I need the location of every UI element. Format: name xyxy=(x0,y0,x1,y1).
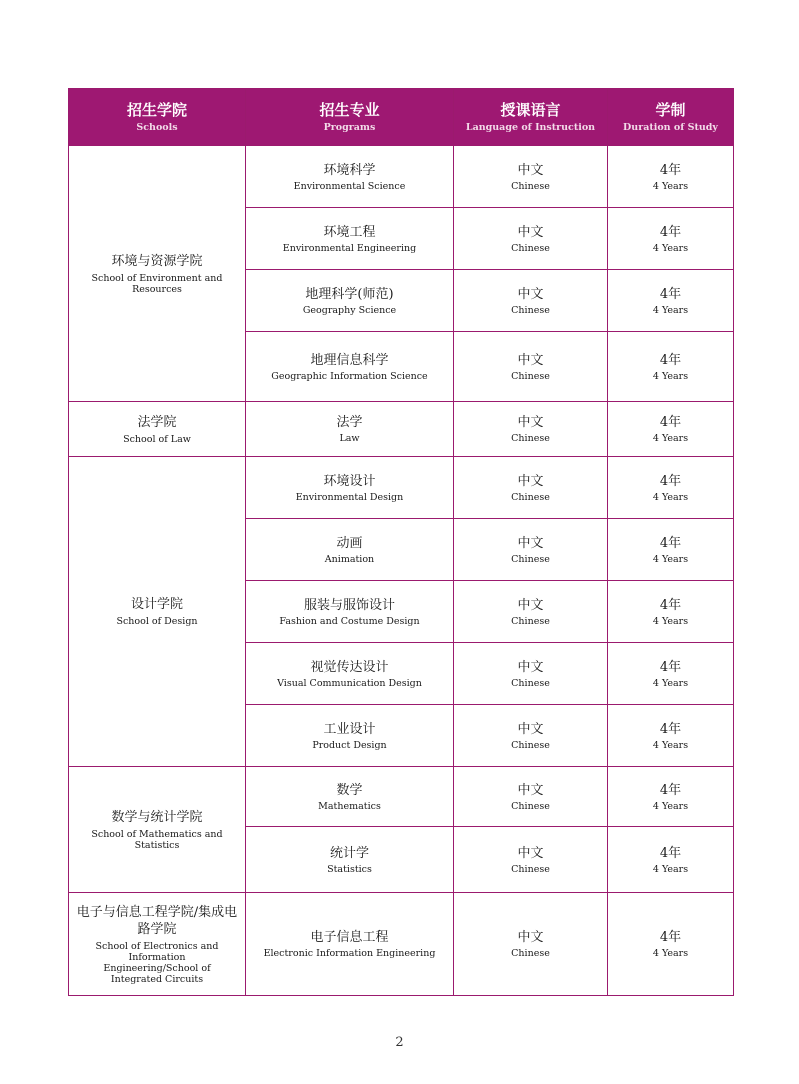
duration-cell-zh: 4年 xyxy=(659,597,682,613)
header-duration xyxy=(608,89,734,146)
duration-cell-en: 4 Years xyxy=(652,615,689,627)
duration-cell xyxy=(608,519,734,581)
program-cell xyxy=(246,581,454,643)
language-cell-en: Chinese xyxy=(511,863,550,875)
duration-cell xyxy=(608,402,734,457)
school-cell xyxy=(69,893,246,996)
program-cell-zh: 工业设计 xyxy=(323,721,376,737)
program-cell-zh: 服装与服饰设计 xyxy=(303,597,395,613)
language-cell xyxy=(454,827,608,893)
duration-cell-zh: 4年 xyxy=(659,535,682,551)
duration-cell xyxy=(608,827,734,893)
language-cell xyxy=(454,457,608,519)
duration-cell-zh: 4年 xyxy=(659,352,682,368)
language-cell-zh: 中文 xyxy=(517,352,544,368)
header-schools-zh: 招生学院 xyxy=(126,101,187,119)
program-cell-en: Fashion and Costume Design xyxy=(279,615,420,627)
header-programs-en: Programs xyxy=(323,122,376,133)
duration-cell-en: 4 Years xyxy=(652,370,689,382)
program-cell-en: Geographic Information Science xyxy=(271,370,428,382)
program-cell-zh: 动画 xyxy=(336,535,363,551)
duration-cell-zh: 4年 xyxy=(659,415,682,430)
language-cell-en: Chinese xyxy=(511,304,550,316)
header-row xyxy=(69,89,734,146)
programs-table xyxy=(68,88,734,996)
program-cell-en: Environmental Science xyxy=(293,180,406,192)
duration-cell-en: 4 Years xyxy=(652,242,689,254)
duration-cell xyxy=(608,767,734,827)
duration-cell-en: 4 Years xyxy=(652,863,689,875)
language-cell-en: Chinese xyxy=(511,553,550,565)
language-cell-zh: 中文 xyxy=(517,930,544,945)
duration-cell-zh: 4年 xyxy=(659,845,682,861)
program-cell xyxy=(246,893,454,996)
program-cell-en: Product Design xyxy=(312,739,387,751)
duration-cell-en: 4 Years xyxy=(652,491,689,503)
header-schools-en: Schools xyxy=(136,122,178,133)
language-cell-zh: 中文 xyxy=(517,782,544,798)
school-cell xyxy=(69,457,246,767)
language-cell-zh: 中文 xyxy=(517,535,544,551)
language-cell xyxy=(454,581,608,643)
program-row xyxy=(69,893,734,996)
program-cell xyxy=(246,146,454,208)
school-name-en: School of Design xyxy=(116,616,198,627)
duration-cell xyxy=(608,332,734,402)
program-cell-en: Electronic Information Engineering xyxy=(263,948,436,959)
duration-cell xyxy=(608,893,734,996)
duration-cell-zh: 4年 xyxy=(659,286,682,302)
duration-cell-zh: 4年 xyxy=(659,930,682,945)
program-cell-zh: 地理信息科学 xyxy=(310,352,389,368)
duration-cell-zh: 4年 xyxy=(659,721,682,737)
language-cell-en: Chinese xyxy=(511,800,550,812)
header-language-zh: 授课语言 xyxy=(500,101,561,119)
program-cell-zh: 环境科学 xyxy=(323,162,376,178)
school-cell xyxy=(69,146,246,402)
program-row xyxy=(69,767,734,827)
duration-cell xyxy=(608,581,734,643)
program-row xyxy=(69,146,734,208)
program-cell-zh: 地理科学(师范) xyxy=(305,286,394,302)
duration-cell-zh: 4年 xyxy=(659,782,682,798)
program-cell-zh: 法学 xyxy=(336,415,363,430)
language-cell-zh: 中文 xyxy=(517,162,544,178)
program-cell xyxy=(246,519,454,581)
program-cell xyxy=(246,270,454,332)
language-cell-zh: 中文 xyxy=(517,224,544,240)
header-duration-en: Duration of Study xyxy=(623,122,718,133)
language-cell xyxy=(454,705,608,767)
program-cell xyxy=(246,827,454,893)
duration-cell-zh: 4年 xyxy=(659,224,682,240)
header-language xyxy=(454,89,608,146)
header-schools xyxy=(69,89,246,146)
language-cell xyxy=(454,643,608,705)
header-language-en: Language of Instruction xyxy=(465,122,596,133)
language-cell xyxy=(454,893,608,996)
language-cell xyxy=(454,146,608,208)
duration-cell xyxy=(608,643,734,705)
language-cell-en: Chinese xyxy=(511,948,550,959)
program-cell-zh: 环境工程 xyxy=(323,224,376,240)
program-cell-zh: 视觉传达设计 xyxy=(310,659,389,675)
language-cell xyxy=(454,332,608,402)
school-name-en: School of Electronics and Information Engineering/School of Integrated Circuits xyxy=(95,940,219,985)
language-cell-zh: 中文 xyxy=(517,286,544,302)
program-cell xyxy=(246,705,454,767)
school-cell xyxy=(69,402,246,457)
school-cell xyxy=(69,767,246,893)
duration-cell-en: 4 Years xyxy=(652,180,689,192)
language-cell xyxy=(454,402,608,457)
program-row xyxy=(69,457,734,519)
program-cell-zh: 统计学 xyxy=(329,845,369,861)
program-cell xyxy=(246,208,454,270)
program-cell-zh: 环境设计 xyxy=(323,473,376,489)
duration-cell-en: 4 Years xyxy=(652,800,689,812)
language-cell-zh: 中文 xyxy=(517,845,544,861)
duration-cell-zh: 4年 xyxy=(659,473,682,489)
language-cell-en: Chinese xyxy=(511,739,550,751)
duration-cell xyxy=(608,146,734,208)
school-name-en: School of Mathematics and Statistics xyxy=(91,828,223,851)
language-cell xyxy=(454,208,608,270)
school-name-zh: 法学院 xyxy=(137,414,177,430)
language-cell-en: Chinese xyxy=(511,180,550,192)
program-cell-zh: 电子信息工程 xyxy=(310,930,389,945)
language-cell xyxy=(454,767,608,827)
duration-cell-zh: 4年 xyxy=(659,162,682,178)
program-cell-en: Environmental Engineering xyxy=(282,242,417,254)
program-cell-en: Law xyxy=(339,433,360,444)
language-cell xyxy=(454,270,608,332)
duration-cell xyxy=(608,705,734,767)
duration-cell xyxy=(608,270,734,332)
duration-cell xyxy=(608,457,734,519)
header-programs-zh: 招生专业 xyxy=(319,101,380,119)
program-cell xyxy=(246,457,454,519)
school-name-zh: 电子与信息工程学院/集成电路学院 xyxy=(76,904,238,937)
language-cell-en: Chinese xyxy=(511,615,550,627)
language-cell-zh: 中文 xyxy=(517,597,544,613)
program-cell-zh: 数学 xyxy=(336,782,363,798)
school-name-zh: 设计学院 xyxy=(130,597,183,612)
program-cell-en: Visual Communication Design xyxy=(277,677,422,689)
duration-cell xyxy=(608,208,734,270)
duration-cell-en: 4 Years xyxy=(652,677,689,689)
program-cell xyxy=(246,402,454,457)
school-name-en: School of Law xyxy=(123,433,191,445)
program-cell xyxy=(246,332,454,402)
language-cell-zh: 中文 xyxy=(517,659,544,675)
duration-cell-en: 4 Years xyxy=(652,304,689,316)
duration-cell-en: 4 Years xyxy=(652,433,689,444)
language-cell-zh: 中文 xyxy=(517,473,544,489)
language-cell-en: Chinese xyxy=(511,491,550,503)
table-body xyxy=(69,146,734,996)
program-cell-en: Statistics xyxy=(327,863,372,875)
header-programs xyxy=(246,89,454,146)
duration-cell-en: 4 Years xyxy=(652,553,689,565)
program-cell-en: Environmental Design xyxy=(295,491,404,503)
language-cell-en: Chinese xyxy=(511,370,550,382)
program-row xyxy=(69,402,734,457)
program-cell xyxy=(246,643,454,705)
duration-cell-zh: 4年 xyxy=(659,659,682,675)
program-cell-en: Geography Science xyxy=(302,304,397,316)
language-cell-en: Chinese xyxy=(511,242,550,254)
page-number: 2 xyxy=(395,1035,404,1050)
language-cell-en: Chinese xyxy=(511,433,550,444)
program-cell xyxy=(246,767,454,827)
program-cell-en: Mathematics xyxy=(318,800,381,812)
school-name-en: School of Environment and Resources xyxy=(91,272,223,295)
program-cell-en: Animation xyxy=(324,553,375,565)
language-cell xyxy=(454,519,608,581)
language-cell-zh: 中文 xyxy=(517,721,544,737)
school-name-zh: 环境与资源学院 xyxy=(111,253,203,269)
language-cell-en: Chinese xyxy=(511,677,550,689)
duration-cell-en: 4 Years xyxy=(652,948,689,959)
language-cell-zh: 中文 xyxy=(517,415,544,430)
header-duration-zh: 学制 xyxy=(655,101,686,119)
duration-cell-en: 4 Years xyxy=(652,739,689,751)
school-name-zh: 数学与统计学院 xyxy=(111,809,203,825)
